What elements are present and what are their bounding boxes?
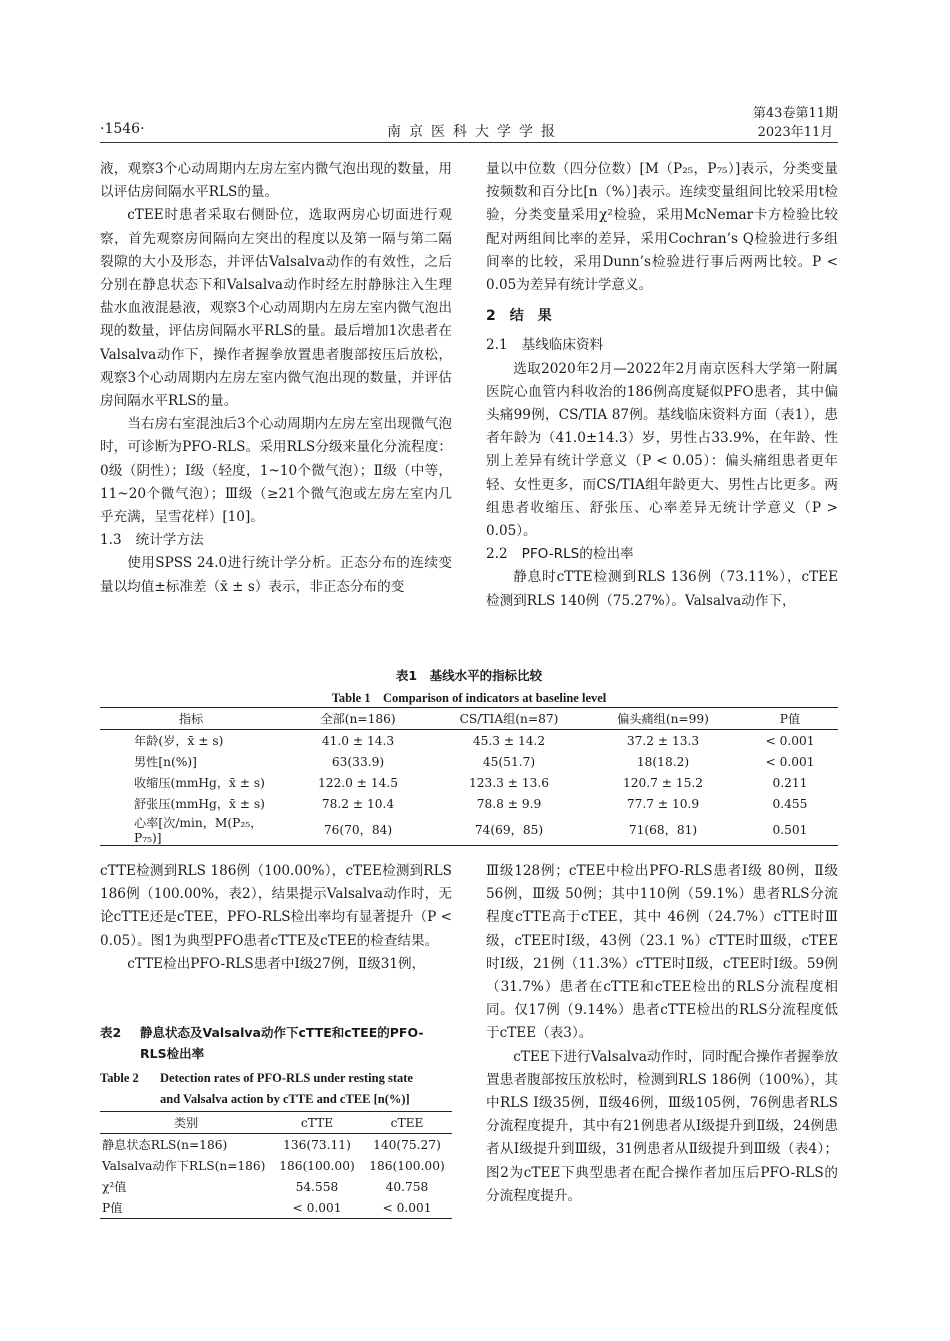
table-cell: 120.7 ± 15.2 [623,775,703,790]
table-header-row [100,708,838,730]
table-header: P值 [779,712,801,726]
table-header: 偏头痛组(n=99) [617,712,709,726]
table-row [100,772,838,793]
subsection-heading [486,334,838,357]
subsection-number: 2.1 [486,337,508,354]
table-row [100,1134,452,1156]
subsection-number: 1.3 [100,532,122,549]
table-cell: 收缩压(mmHg，x̄ ± s) [134,776,265,790]
table-row [100,1155,452,1176]
table-header: cTTE [300,1115,334,1130]
page-number: ·1546· [100,121,145,137]
table-cell: 186(100.00) [369,1158,445,1173]
table-cell: 122.0 ± 14.5 [318,775,398,790]
table-cell: 76(70，84) [323,823,393,837]
subsection-number: 2.2 [486,546,508,563]
table-cell: 74(69，85) [474,823,544,837]
table1 [100,707,838,846]
caption-text: RLS检出率 [140,1046,205,1061]
table-cell: 0.501 [772,822,808,837]
table-cell: 0.455 [772,796,808,811]
subsection-title: 统计学方法 [135,532,204,549]
header-rule [100,142,838,143]
table-cell: 41.0 ± 14.3 [321,733,395,748]
caption-text: Detection rates of PFO-RLS under resting state [160,1071,413,1085]
paragraph: 使用SPSS 24.0进行统计学分析。正态分布的连续变量以均值±标准差（x̄ ± s）表示，非正态分布的变 [100,555,452,595]
table2-label-en: Table 2 [100,1071,139,1085]
journal-title: 南京医科大学学报 [387,124,563,140]
table1-caption-cn: 表1 基线水平的指标比较 [395,668,543,683]
table-cell: < 0.001 [765,733,815,748]
paragraph: 量以中位数（四分位数）[M（P₂₅，P₇₅）]表示，分类变量按频数和百分比[n（%）]表示。连续变量组间比较采用t检验，分类变量采用χ²检验，采用McNemar卡方检验比较配对两组间比率的差异，采用Cochran’s Q检验进行多组间率的比较，采用Dunn’s检验进行事后两两比较。P < 0.05为差异有统计学意义。 [486,161,838,294]
table-cell: 78.2 ± 10.4 [321,796,395,811]
table-row [100,751,838,772]
right-column-upper [486,158,838,613]
section-heading: 2 结 果 [486,308,552,325]
issue-date: 2023年11月 [757,125,834,140]
caption-text: 静息状态及Valsalva动作下cTTE和cTEE的PFO- [140,1025,424,1040]
table-cell: 140(75.27) [373,1137,441,1152]
table-cell: 心率[次/min，M(P₂₅，P₇₅)] [134,816,263,845]
table-row [100,1197,452,1219]
table-cell: < 0.001 [382,1200,432,1215]
table-cell: 37.2 ± 13.3 [626,733,700,748]
paragraph: 液，观察3个心动周期内左房左室内微气泡出现的数量，用以评估房间隔水平RLS的量。 [100,161,452,201]
paragraph: Ⅲ级128例；cTEE中检出PFO-RLS患者Ⅰ级 80例，Ⅱ级 56例，Ⅲ级 50例；其中110例（59.1%）患者RLS分流程度cTTE高于cTEE，其中 46例（24.7%）cTTE时Ⅲ级，cTEE时Ⅰ级，43例（23.1 %）cTTE时Ⅲ级，cTEE时Ⅰ级，21例（11.3%）cTTE时Ⅱ级，cTEE时Ⅰ级。59例（31.7%）患者在cTTE和cTEE检出的RLS分流程度相同。仅17例（9.14%）患者cTTE检出的RLS分流程度低于cTEE（表3）。 [486,863,838,1042]
paragraph: cTEE时患者采取右侧卧位，选取两房心切面进行观察，首先观察房间隔向左突出的程度以及第一隔与第二隔裂隙的大小及形态，并评估Valsalva动作的有效性，之后分别在静息状态下和Valsalva动作时经左肘静脉注入生理盐水血液混悬液，观察3个心动周期内左房左室内微气泡出现的数量，评估房间隔水平RLS的量。最后增加1次患者在Valsalva动作下，操作者握拳放置患者腹部按压后放松，观察3个心动周期内左房左室内微气泡出现的数量，并评估房间隔水平RLS的量。 [100,207,452,410]
table-cell: 71(68，81) [628,823,698,837]
table2 [100,1111,452,1219]
table-cell: 45(51.7) [482,754,536,769]
table2-caption-en [100,1068,452,1110]
paragraph: 当右房右室混浊后3个心动周期内左房左室出现微气泡时，可诊断为PFO-RLS。采用RLS分级来量化分流程度：0级（阴性）；Ⅰ级（轻度，1~10个微气泡）；Ⅱ级（中等，11~20个微气泡）；Ⅲ级（≥21个微气泡或左房左室内几乎充满，呈雪花样）[10]。 [100,416,452,526]
subsection-title: 基线临床资料 [521,337,604,354]
table-cell: 77.7 ± 10.9 [626,796,700,811]
table-cell: 年龄(岁，x̄ ± s) [134,734,224,748]
table-cell: 40.758 [385,1179,429,1194]
table-row [100,814,838,846]
caption-text: and Valsalva action by cTTE and cTEE [n(%)] [160,1092,410,1106]
subsection-heading [486,543,838,566]
issue-info [753,104,838,142]
volume-issue: 第43卷第11期 [752,106,838,121]
table-cell: 63(33.9) [331,754,385,769]
table-header: 类别 [173,1116,199,1130]
table-cell: 136(73.11) [283,1137,351,1152]
table-header: 全部(n=186) [320,712,396,726]
table-cell: 静息状态RLS(n=186) [102,1138,228,1152]
left-column-upper [100,158,452,599]
table-cell: P值 [102,1201,123,1215]
table-cell: 舒张压(mmHg，x̄ ± s) [134,797,265,811]
table-cell: 0.211 [772,775,808,790]
table-row [100,793,838,814]
table-row [100,1176,452,1197]
subsection-title: PFO-RLS的检出率 [521,546,634,563]
subsection-heading [100,529,452,552]
table-cell: 78.8 ± 9.9 [476,796,542,811]
table-cell: < 0.001 [765,754,815,769]
table-cell: < 0.001 [292,1200,342,1215]
table1-caption-en: Table 1 Comparison of indicators at baseline level [331,691,607,705]
table-cell: 45.3 ± 14.2 [472,733,546,748]
table2-label-cn: 表2 [100,1025,122,1040]
table-row [100,730,838,752]
table-cell: 186(100.00) [279,1158,355,1173]
table2-caption-cn [100,1022,452,1064]
table-header-row [100,1112,452,1134]
table-header: CS/TIA组(n=87) [459,712,559,726]
paragraph: 静息时cTTE检测到RLS 136例（73.11%），cTEE检测到RLS 140例（75.27%）。Valsalva动作下， [486,569,838,609]
paragraph: cTTE检测到RLS 186例（100.00%），cTEE检测到RLS 186例（100.00%，表2），结果提示Valsalva动作时，无论cTTE还是cTEE，PFO-RLS检出率均有显著提升（P < 0.05）。图1为典型PFO患者cTTE及cTEE的检查结果。 [100,863,452,949]
left-column-lower [100,860,452,976]
paragraph: cTEE下进行Valsalva动作时，同时配合操作者握拳放置患者腹部按压放松时，检测到RLS 186例（100%），其中RLS Ⅰ级35例，Ⅱ级46例，Ⅲ级105例，76例患者RLS分流程度提升，其中有21例患者从Ⅰ级提升到Ⅱ级，24例患者从Ⅰ级提升到Ⅲ级，31例患者从Ⅱ级提升到Ⅲ级（表4）；图2为cTEE下典型患者在配合操作者加压后PFO-RLS的分流程度提升。 [486,1048,838,1204]
paragraph: 选取2020年2月—2022年2月南京医科大学第一附属医院心血管内科收治的186例高度疑似PFO患者，其中偏头痛99例，CS/TIA 87例。基线临床资料方面（表1），患者年龄为（41.0±14.3）岁，男性占33.9%，在年龄、性别上差异有统计学意义（P < 0.05）：偏头痛组患者更年轻、女性更多，而CS/TIA组年龄更大、男性占比更多。两组患者收缩压、舒张压、心率差异无统计学意义（P > 0.05）。 [486,360,838,540]
table-cell: 18(18.2) [636,754,690,769]
right-column-lower [486,860,838,1208]
table-cell: 男性[n(%)] [134,755,197,769]
table-cell: χ²值 [102,1180,127,1194]
table-cell: 123.3 ± 13.6 [469,775,549,790]
table-header: 指标 [178,712,204,726]
paragraph: cTTE检出PFO-RLS患者中Ⅰ级27例，Ⅱ级31例， [127,955,426,972]
table-cell: 54.558 [295,1179,339,1194]
table-cell: Valsalva动作下RLS(n=186) [102,1159,266,1173]
table-header: cTEE [390,1115,424,1130]
